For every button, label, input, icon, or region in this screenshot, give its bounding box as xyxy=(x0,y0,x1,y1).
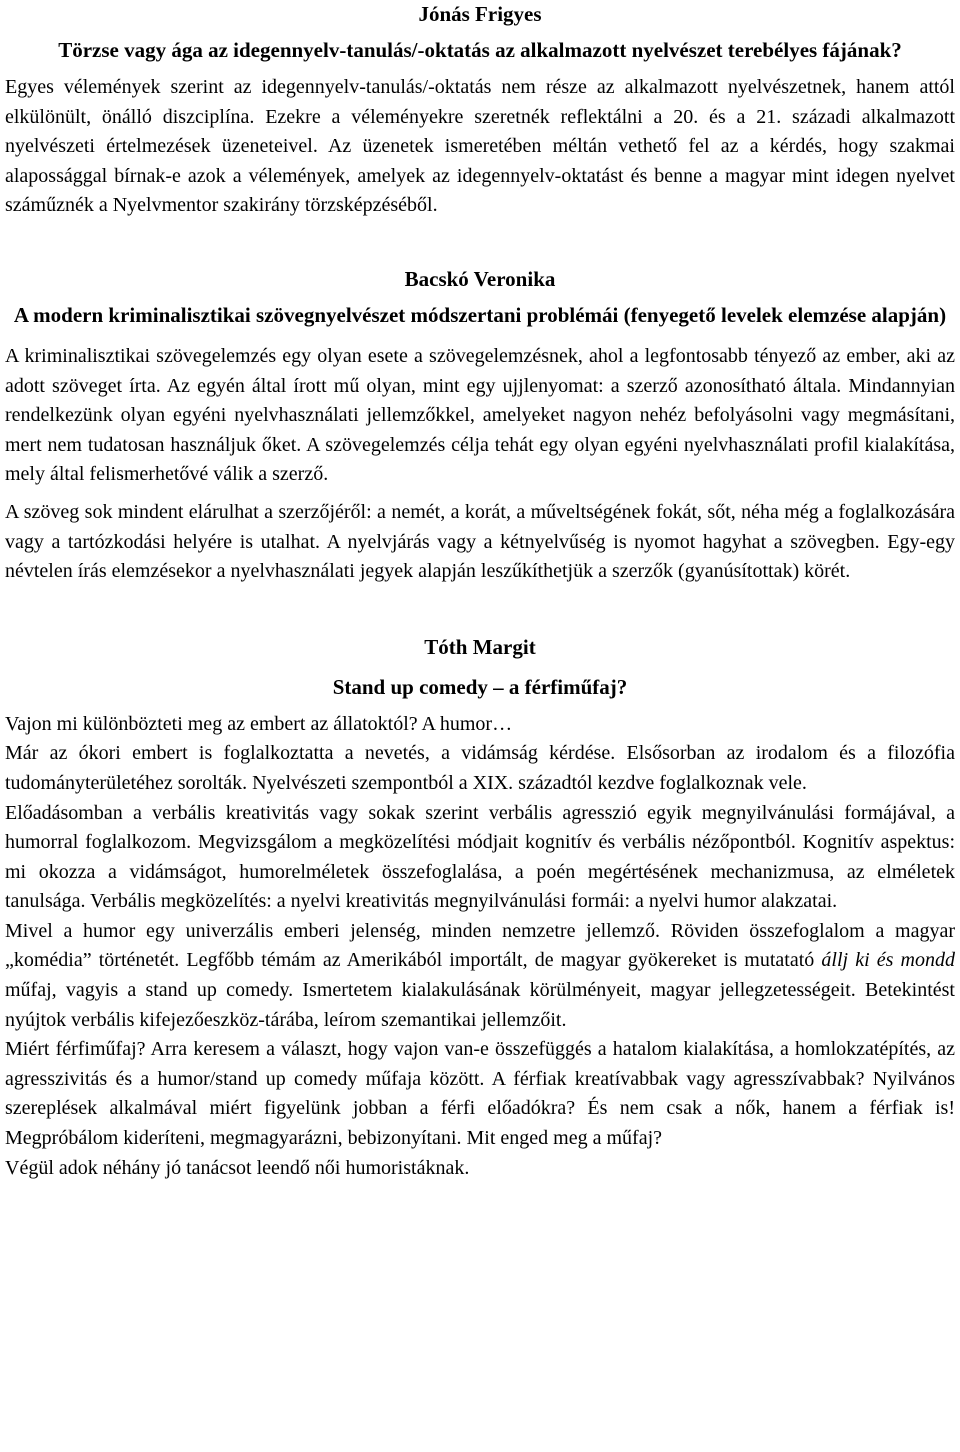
author-bacsko-veronika: Bacskó Veronika xyxy=(404,266,556,291)
abstract-title-2: A modern kriminalisztikai szövegnyelvészet módszertani problémái (fenyegető levelek elemzése alapján) xyxy=(13,302,947,327)
italic-phrase: állj ki és mondd xyxy=(821,949,955,972)
author-toth-margit: Tóth Margit xyxy=(424,634,536,659)
abstract-paragraph: Vajon mi különbözteti meg az embert az állatoktól? A humor… xyxy=(5,712,513,735)
abstract-paragraph: A szöveg sok mindent elárulhat a szerzőjéről: a nemét, a korát, a műveltségének fokát, sőt, néha még a foglalkozására vagy a tartózkodási helyére is utalhat. A nyelvjárás vagy a kétnyelvűség is nyomot hagyhat a szövegben. Egy-egy névtelen írás elemzésekor a nyelvhasználati jegyek alapján leszűkíthetjük a szerzők (gyanúsítottak) körét. xyxy=(5,500,955,583)
abstract-paragraph xyxy=(5,917,955,1035)
abstract-title-1: Törzse vagy ága az idegennyelv-tanulás/-oktatás az alkalmazott nyelvészet terebélyes fájának? xyxy=(58,38,902,62)
author-jonas-frigyes: Jónás Frigyes xyxy=(418,2,542,26)
abstract-paragraph: Már az ókori embert is foglalkoztatta a nevetés, a vidámság kérdése. Elsősorban az irodalom és a filozófia tudományterületéhez sorolták. Nyelvészeti szempontból a XIX. századtól kezdve foglalkoznak vele. xyxy=(5,742,955,794)
text-run: műfaj, vagyis a stand up comedy. Ismertetem kialakulásának körülményeit, magyar jellegzetességeit. Betekintést nyújtok verbális kifejezőeszköz-tárába, leírom szemantikai jellemzőit. xyxy=(5,979,955,1031)
abstract-paragraph: A kriminalisztikai szövegelemzés egy olyan esete a szövegelemzésnek, ahol a legfontosabb tényező az ember, aki az adott szöveget írta. Az egyén által írott mű olyan, mint egy ujjlenyomat: a szerző azonosítható általa. Mindannyian rendelkezünk olyan egyéni nyelvhasználati jellemzőkkel, amelyeket nagyon nehéz befolyásolni vagy megmásítani, mert nem tudatosan használjuk őket. A szövegelemzés célja tehát egy olyan egyéni nyelvhasználati profil kialakítása, mely által felismerhetővé válik a szerző. xyxy=(5,344,955,486)
abstract-paragraph: Végül adok néhány jó tanácsot leendő női humoristáknak. xyxy=(5,1156,470,1179)
abstract-paragraph: Előadásomban a verbális kreativitás vagy sokak szerint verbális agresszió egyik megnyilvánulási formájával, a humorral foglalkozom. Megvizsgálom a megközelítési módjait kognitív és verbális nézőpontból. Kognitív aspektus: mi okozza a vidámságot, humorelméletek összefoglalása, a poén megértésének mechanizmusa, az elméletek tanulsága. Verbális megközelítés: a nyelvi kreativitás megnyilvánulási formái: a nyelvi humor alakzatai. xyxy=(5,801,955,913)
abstract-title-3: Stand up comedy – a férfiműfaj? xyxy=(332,674,628,699)
text-run: Mivel a humor egy univerzális emberi jelenség, minden nemzetre jellemző. Röviden összefoglalom a magyar „komédia” történetét. Legfőbb témám az Amerikából importált, de magyar gyökereket is mutatató xyxy=(5,919,955,972)
abstract-paragraph: Miért férfiműfaj? Arra keresem a választ, hogy vajon van-e összefüggés a hatalom kialakítása, a homlokzatépítés, az agresszivitás és a humor/stand up comedy műfaja között. A férfiak kreatívabbak vagy agresszívabbak? Nyilvános szereplések alkalmával miért figyelünk jobban a férfi előadókra? És nem csak a nők, hanem a férfiak is! Megpróbálom kideríteni, megmagyarázni, bebizonyítani. Mit enged meg a műfaj? xyxy=(5,1038,955,1150)
abstract-paragraph: Egyes vélemények szerint az idegennyelv-tanulás/-oktatás nem része az alkalmazott nyelvészetnek, hanem attól elkülönült, önálló diszciplína. Ezekre a véleményekre szeretnék reflektálni a 20. és a 21. századi alkalmazott nyelvészeti értelmezések üzeneteivel. Az üzenetek ismeretében méltán vethető fel az a kérdés, hogy szakmai alapossággal bírnak-e azok a vélemények, amelyek az idegennyelv-oktatást és benne a magyar mint idegen nyelvet száműznék a Nyelvmentor szakirány törzsképzéséből. xyxy=(5,76,955,217)
